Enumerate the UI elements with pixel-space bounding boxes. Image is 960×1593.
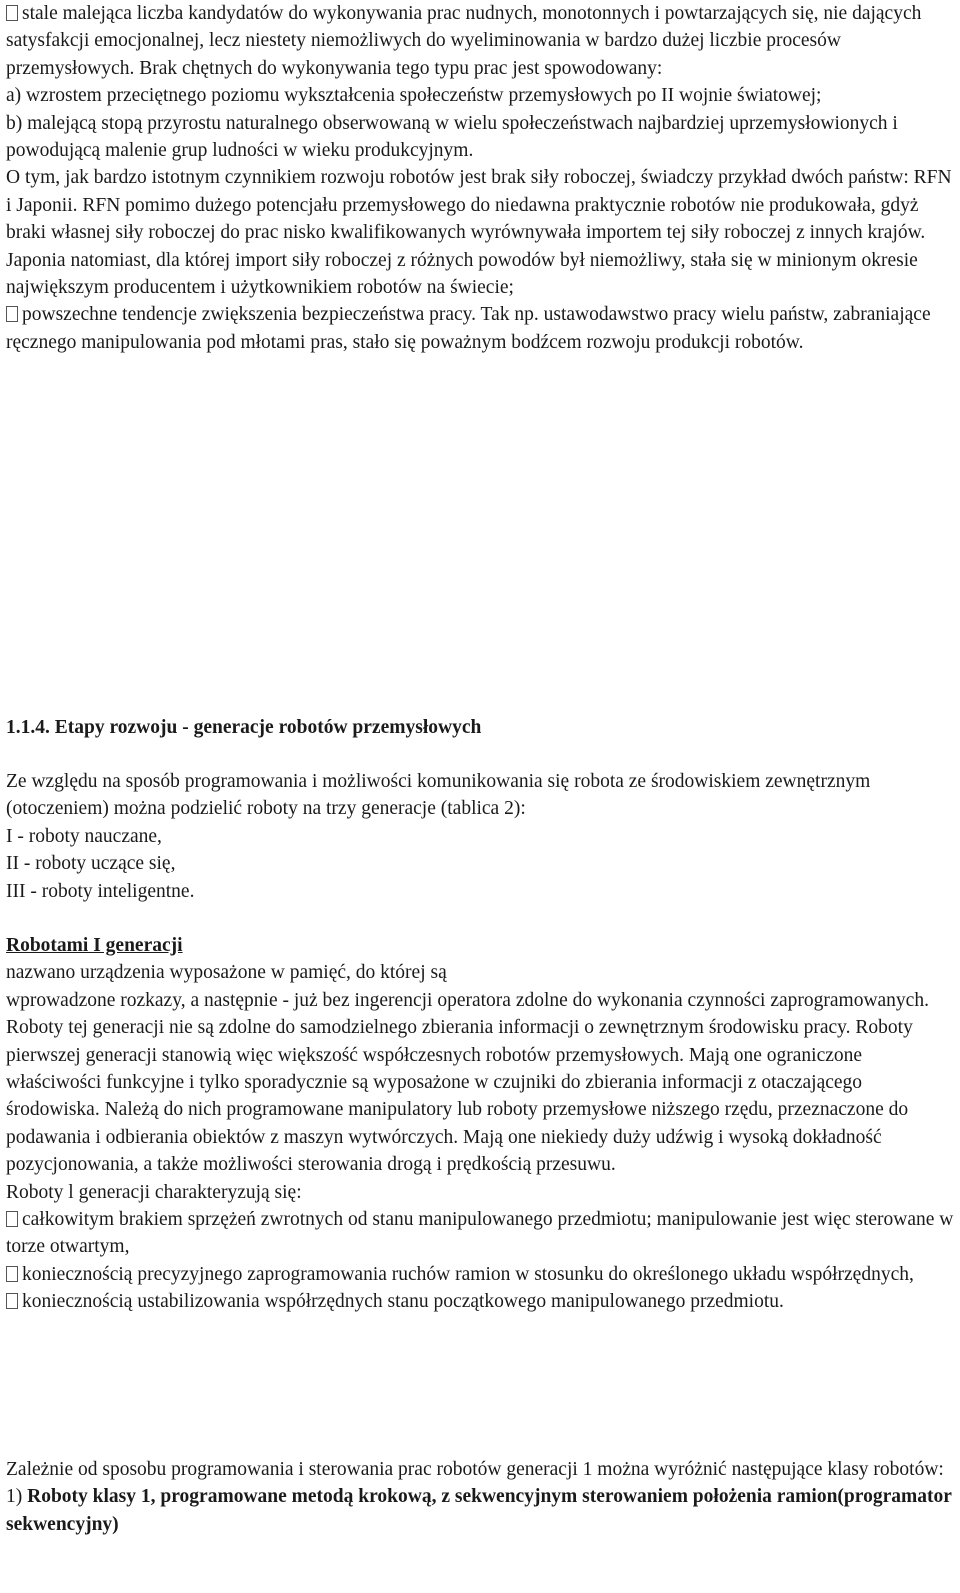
trait-text: koniecznością ustabilizowania współrzędnych stanu początkowego manipulowanego przedmiotu. xyxy=(22,1291,784,1313)
generations-intro xyxy=(6,768,956,905)
trait-item xyxy=(6,1206,956,1261)
class-number: 1) xyxy=(6,1486,28,1508)
bullet-glyph-icon xyxy=(6,5,18,21)
cause-a: a) wzrostem przeciętnego poziomu wykształcenia społeczeństw przemysłowych po II wojnie światowej; xyxy=(6,85,822,107)
gen1-title: Robotami I generacji xyxy=(6,935,183,956)
trait-text: koniecznością precyzyjnego zaprogramowania ruchów ramion w stosunku do określonego układu współrzędnych, xyxy=(22,1263,914,1285)
generation-item: II - roboty uczące się, xyxy=(6,853,176,875)
cause-b: b) malejącą stopą przyrostu naturalnego obserwowaną w wielu społeczeństwach najbardziej uprzemysłowionych i powodującą malenie grup ludności w wieku produkcyjnym. xyxy=(6,112,898,162)
section-heading: 1.1.4. Etapy rozwoju - generacje robotów przemysłowych xyxy=(6,717,482,738)
bullet-glyph-icon xyxy=(6,1293,18,1309)
trait-item xyxy=(6,1288,956,1315)
bullet-text: stale malejąca liczba kandydatów do wykonywania prac nudnych, monotonnych i powtarzających się, nie dających satysfakcji emocjonalnej, lecz niestety niemożliwych do wyeliminowania w bardzo dużej liczbie procesów przemysłowych. Brak chętnych do wykonywania tego typu prac jest spowodowany: xyxy=(6,3,922,79)
trait-item xyxy=(6,1261,956,1288)
gen1-traits-intro: Roboty l generacji charakteryzują się: xyxy=(6,1181,302,1203)
class-item xyxy=(6,1483,956,1538)
bullet-item xyxy=(6,0,956,82)
classes-intro: Zależnie od sposobu programowania i sterowania prac robotów generacji 1 można wyróżnić następujące klasy robotów: xyxy=(6,1459,944,1480)
class-title: Roboty klasy 1, programowane metodą krokową, z sekwencyjnym sterowaniem położenia ramion(programator sekwencyjny) xyxy=(6,1486,952,1535)
bullet-glyph-icon xyxy=(6,306,18,322)
bullet-text: powszechne tendencje zwiększenia bezpieczeństwa pracy. Tak np. ustawodawstwo pracy wielu państw, zabraniające ręcznego manipulowania pod młotami pras, stało się poważnym bodźcem rozwoju produkcji robotów. xyxy=(6,304,931,353)
causes-section xyxy=(6,0,956,356)
labor-paragraph: O tym, jak bardzo istotnym czynnikiem rozwoju robotów jest brak siły roboczej, świadczy przykład dwóch państw: RFN i Japonii. RFN pomimo dużego potencjału przemysłowego do niedawna praktycznie robotów nie produkowała, gdyż braki własnej siły roboczej do prac nisko kwalifikowanych wyrównywała importem tej siły roboczej z innych krajów. Japonia natomiast, dla której import siły roboczej z różnych powodów był niemożliwy, stała się w minionym okresie największym producentem i użytkownikiem robotów na świecie; xyxy=(6,167,952,299)
generation-item: I - roboty nauczane, xyxy=(6,825,162,847)
bullet-item xyxy=(6,301,956,356)
classes-section xyxy=(6,1456,956,1538)
gen1-section xyxy=(6,932,956,1316)
intro-text: Ze względu na sposób programowania i możliwości komunikowania się robota ze środowiskiem zewnętrznym (otoczeniem) można podzielić roboty na trzy generacje (tablica 2): xyxy=(6,771,871,820)
gen1-first-line: nazwano urządzenia wyposażone w pamięć, do której są xyxy=(6,962,447,984)
generation-item: III - roboty inteligentne. xyxy=(6,880,195,902)
bullet-glyph-icon xyxy=(6,1266,18,1282)
trait-text: całkowitym brakiem sprzężeń zwrotnych od stanu manipulowanego przedmiotu; manipulowanie jest więc sterowane w torze otwartym, xyxy=(6,1209,954,1258)
bullet-glyph-icon xyxy=(6,1211,18,1227)
gen1-body: wprowadzone rozkazy, a następnie - już bez ingerencji operatora zdolne do wykonania czynności zaprogramowanych. Roboty tej generacji nie są zdolne do samodzielnego zbierania informacji o zewnętrznym środowisku pracy. Roboty pierwszej generacji stanowią więc większość współczesnych robotów przemysłowych. Mają one ograniczone właściwości funkcyjne i tylko sporadycznie są wyposażone w czujniki do zbierania informacji z otaczającego środowiska. Należą do nich programowane manipulatory lub roboty przemysłowe niższego rzędu, przeznaczone do podawania i odbierania obiektów z maszyn wytwórczych. Mają one niekiedy duży udźwig i wysoką dokładność pozycjonowania, a także możliwości sterowania drogą i prędkością przesuwu. xyxy=(6,989,929,1176)
